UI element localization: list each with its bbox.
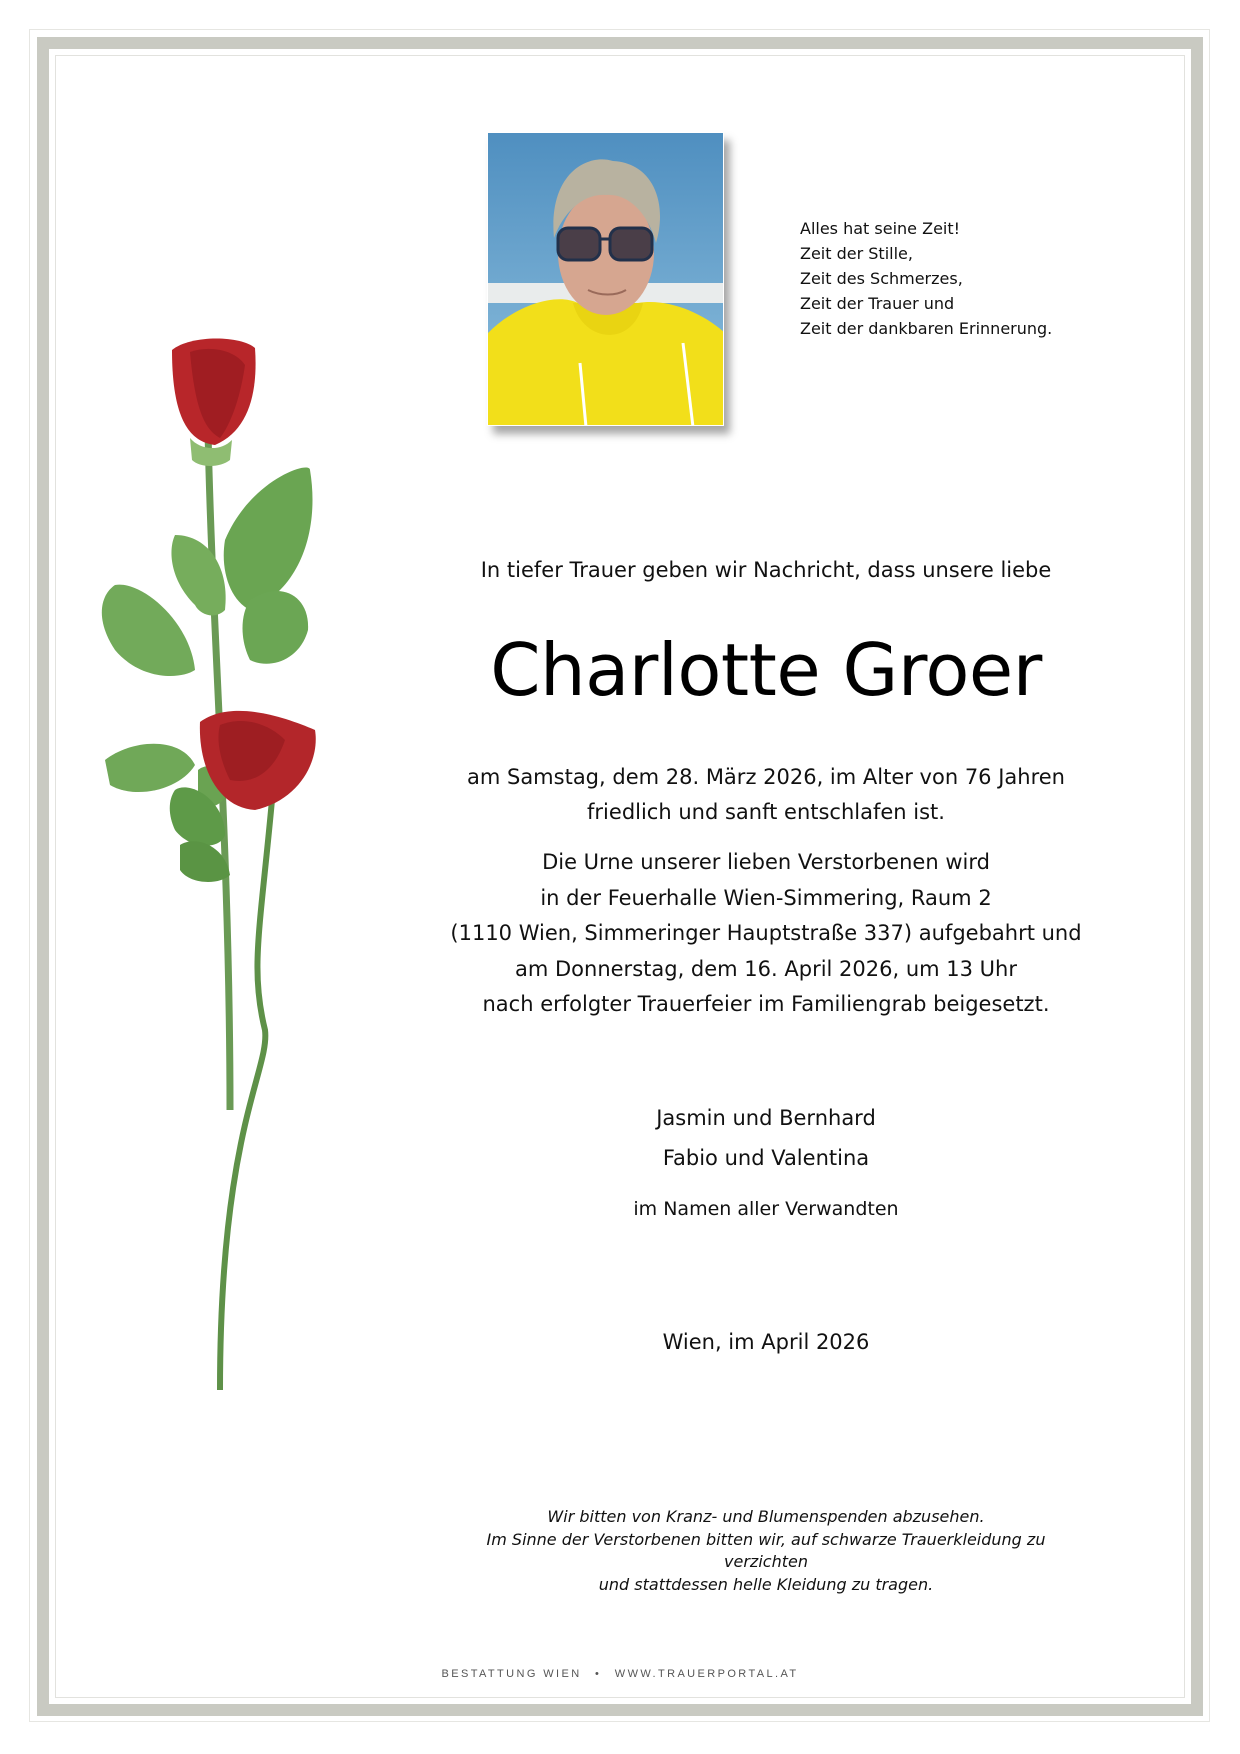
funeral-line: in der Feuerhalle Wien-Simmering, Raum 2 (540, 885, 992, 910)
poem-line: Zeit der dankbaren Erinnerung. (800, 319, 1053, 338)
mourner-names (446, 1098, 1086, 1178)
death-line: am Samstag, dem 28. März 2026, im Alter von 76 Jahren (466, 765, 1065, 789)
on-behalf-text: im Namen aller Verwandten (633, 1198, 899, 1220)
footer-credit (440, 1668, 800, 1680)
notes-block (446, 1506, 1086, 1596)
note-line: Wir bitten von Kranz- und Blumenspenden abzusehen. (547, 1507, 985, 1526)
rose-icon (80, 330, 380, 1410)
poem-line: Alles hat seine Zeit! (800, 219, 961, 238)
poem-line: Zeit des Schmerzes, (800, 269, 963, 288)
funeral-line: (1110 Wien, Simmeringer Hauptstraße 337) aufgebahrt und (450, 921, 1082, 945)
bullet-separator-icon: • (595, 1668, 602, 1680)
mourner-name: Jasmin und Bernhard (656, 1106, 876, 1130)
mourner-name: Fabio und Valentina (662, 1146, 870, 1170)
note-line: und stattdessen helle Kleidung zu tragen. (598, 1574, 934, 1594)
poem-quote (800, 216, 1052, 341)
deceased-name: Charlotte Groer (490, 628, 1042, 712)
portrait-photo (487, 132, 724, 426)
funeral-line: Die Urne unserer lieben Verstorbenen wird (542, 850, 990, 874)
death-line: friedlich und sanft entschlafen ist. (587, 800, 945, 824)
funeral-line: nach erfolgter Trauerfeier im Familiengrab beigesetzt. (482, 992, 1050, 1016)
footer-website-link[interactable]: WWW.TRAUERPORTAL.AT (614, 1668, 799, 1680)
funeral-details (446, 845, 1086, 1023)
place-date: Wien, im April 2026 (662, 1330, 870, 1354)
footer-brand: BESTATTUNG WIEN (441, 1668, 582, 1680)
poem-line: Zeit der Stille, (800, 244, 913, 263)
intro-text: In tiefer Trauer geben wir Nachricht, dass unsere liebe (480, 558, 1052, 582)
note-line: Im Sinne der Verstorbenen bitten wir, auf schwarze Trauerkleidung zu verzichten (486, 1529, 1046, 1571)
death-details (446, 760, 1086, 830)
funeral-line: am Donnerstag, dem 16. April 2026, um 13 Uhr (515, 956, 1017, 981)
poem-line: Zeit der Trauer und (800, 294, 955, 313)
